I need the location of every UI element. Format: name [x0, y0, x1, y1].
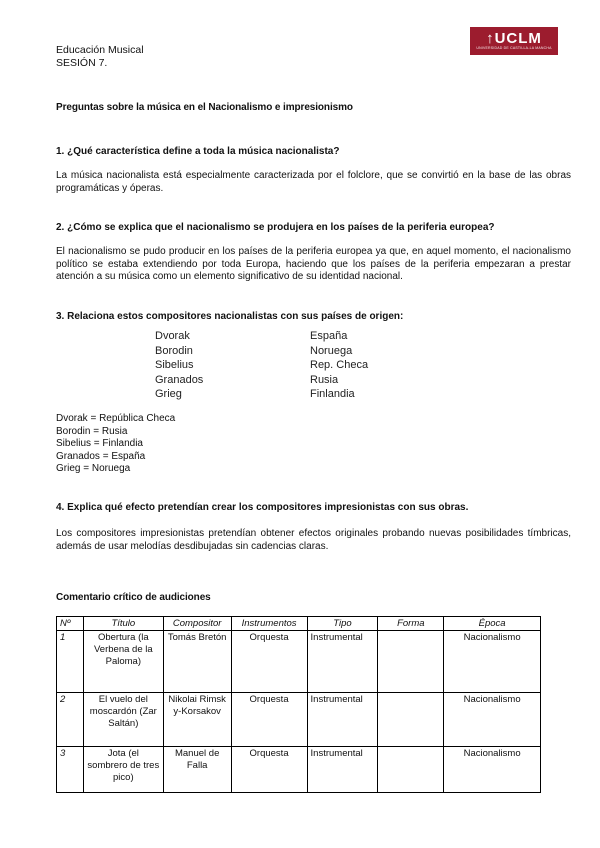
country-item: Finlandia — [310, 388, 355, 400]
answer-2: El nacionalismo se pudo producir en los países de la periferia europea ya que, en aquel momento, el nacionalismo político se estaba extendiendo por toda Europa, haciendo que los países de la periferia empezaran a prestar atención a su música como un elemento significativo de su identidad nacional. — [56, 246, 571, 282]
cell-composer: Tomás Bretón — [163, 631, 231, 693]
country-list — [310, 329, 368, 402]
composer-item: Grieg — [155, 388, 182, 400]
question-3: 3. Relaciona estos compositores nacionalistas con sus países de origen: — [56, 311, 404, 322]
cell-title: El vuelo del moscardón (Zar Saltán) — [83, 693, 163, 747]
table-header-row — [57, 617, 541, 631]
match-item: Borodin = Rusia — [56, 425, 128, 437]
header-type: Tipo — [307, 617, 378, 631]
header-num: Nº — [57, 617, 84, 631]
cell-title: Obertura (la Verbena de la Paloma) — [83, 631, 163, 693]
composer-item: Granados — [155, 373, 204, 386]
country-item: España — [310, 330, 348, 342]
document-header — [56, 44, 144, 70]
cell-composer: Nikolai Rimsky-Korsakov — [163, 693, 231, 747]
cell-type: Instrumental — [307, 693, 378, 747]
table-row — [57, 631, 541, 693]
cell-era: Nacionalismo — [444, 631, 541, 693]
answer-3 — [56, 413, 175, 476]
auditions-table — [56, 616, 541, 793]
composer-list — [155, 329, 203, 402]
question-4: 4. Explica qué efecto pretendían crear los compositores impresionistas con sus obras. — [56, 502, 469, 513]
cell-num: 1 — [57, 631, 84, 693]
cell-num: 3 — [57, 747, 84, 793]
cell-form — [378, 693, 444, 747]
logo-subtitle: UNIVERSIDAD DE CASTILLA-LA MANCHA — [476, 46, 552, 50]
cell-type: Instrumental — [307, 747, 378, 793]
cell-composer: Manuel de Falla — [163, 747, 231, 793]
cell-type: Instrumental — [307, 631, 378, 693]
logo-arrow-icon: ↑ — [486, 30, 495, 47]
header-era: Época — [444, 617, 541, 631]
header-composer: Compositor — [163, 617, 231, 631]
country-item: Rusia — [310, 373, 339, 386]
cell-era: Nacionalismo — [444, 747, 541, 793]
page-title: Preguntas sobre la música en el Nacionalismo e impresionismo — [56, 102, 353, 113]
header-title: Título — [83, 617, 163, 631]
cell-form — [378, 631, 444, 693]
cell-instruments: Orquesta — [231, 747, 307, 793]
logo-text: UCLM — [494, 30, 542, 47]
composer-item: Borodin — [155, 344, 193, 357]
question-1: 1. ¿Qué característica define a toda la música nacionalista? — [56, 146, 340, 157]
match-item: Grieg = Noruega — [56, 463, 131, 475]
table-row — [57, 747, 541, 793]
match-item: Sibelius = Finlandia — [56, 438, 143, 450]
cell-num: 2 — [57, 693, 84, 747]
uclm-logo — [470, 27, 558, 55]
question-2: 2. ¿Cómo se explica que el nacionalismo se produjera en los países de la periferia europea? — [56, 222, 495, 233]
header-form: Forma — [378, 617, 444, 631]
cell-form — [378, 747, 444, 793]
cell-instruments: Orquesta — [231, 631, 307, 693]
cell-era: Nacionalismo — [444, 693, 541, 747]
header-instruments: Instrumentos — [231, 617, 307, 631]
match-item: Dvorak = República Checa — [56, 413, 176, 424]
table-title: Comentario crítico de audiciones — [56, 592, 211, 603]
answer-4: Los compositores impresionistas pretendían obtener efectos originales probando nuevas posibilidades tímbricas, además de usar melodías desdibujadas sin cadencias claras. — [56, 528, 571, 552]
country-item: Noruega — [310, 344, 353, 357]
answer-1: La música nacionalista está especialmente caracterizada por el folclore, que se convirtió en la base de las obras programáticas y óperas. — [56, 170, 571, 194]
table-row — [57, 693, 541, 747]
match-item: Granados = España — [56, 450, 146, 462]
session-label: SESIÓN 7. — [56, 57, 108, 69]
composer-item: Sibelius — [155, 359, 194, 371]
cell-instruments: Orquesta — [231, 693, 307, 747]
course-name: Educación Musical — [56, 44, 144, 56]
country-item: Rep. Checa — [310, 359, 369, 371]
composer-item: Dvorak — [155, 330, 190, 342]
cell-title: Jota (el sombrero de tres pico) — [83, 747, 163, 793]
